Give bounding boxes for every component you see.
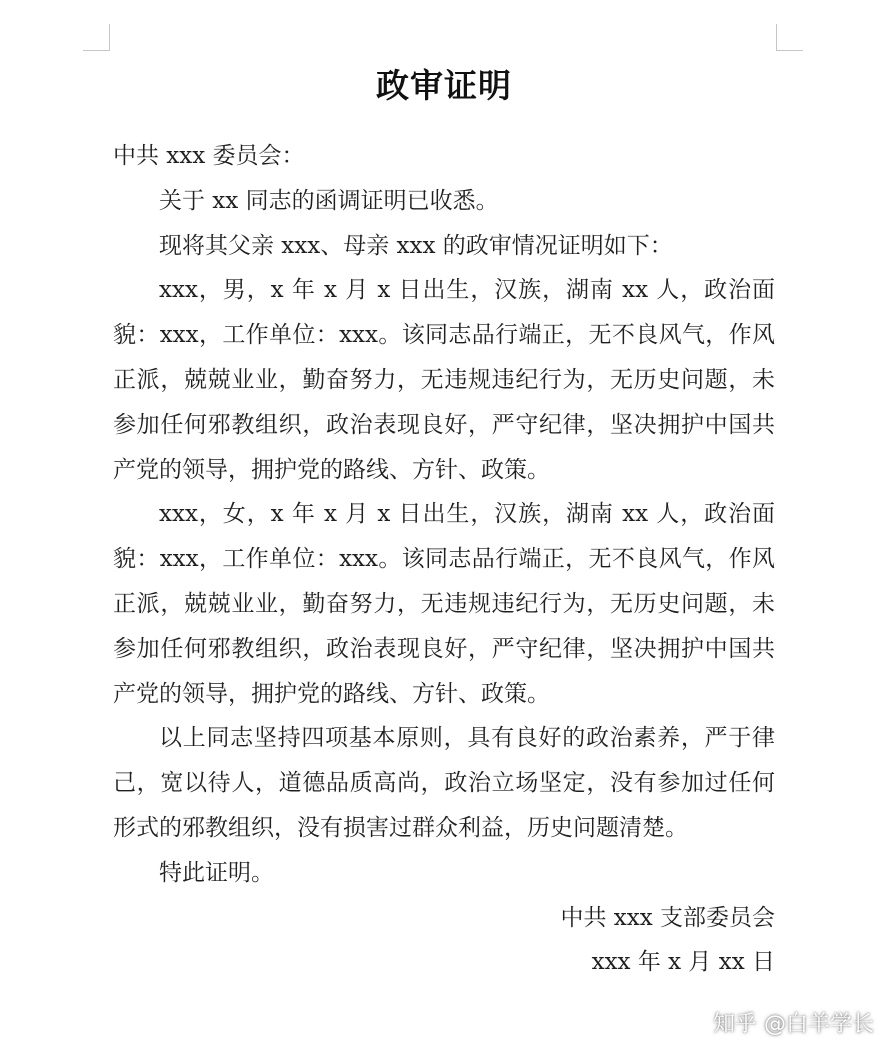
paragraph-father: xxx，男，x 年 x 月 x 日出生，汉族，湖南 xx 人，政治面貌：xxx，工作单位：xxx。该同志品行端正，无不良风气，作风正派，兢兢业业，勤奋努力，无违规违纪行为，无历史问题，未参加任何邪教组织，政治表现良好，严守纪律，坚决拥护中国共产党的领导，拥护党的路线、方针、政策。 bbox=[113, 277, 775, 483]
page-corner-mark-top-left bbox=[83, 24, 110, 51]
document-title: 政审证明 bbox=[376, 66, 512, 105]
paragraph-summary: 以上同志坚持四项基本原则，具有良好的政治素养，严于律己，宽以待人，道德品质高尚，政治立场坚定，没有参加过任何形式的邪教组织，没有损害过群众利益，历史问题清楚。 bbox=[113, 725, 775, 841]
signature-organization: 中共 xxx 支部委员会 bbox=[560, 904, 775, 931]
document-page bbox=[113, 60, 775, 985]
salutation: 中共 xxx 委员会： bbox=[113, 143, 305, 169]
document-body bbox=[113, 134, 775, 985]
paragraph-intro: 现将其父亲 xxx、母亲 xxx 的政审情况证明如下： bbox=[159, 232, 673, 259]
watermark-text: 知乎 @白羊学长 bbox=[713, 1012, 874, 1037]
paragraph-receipt: 关于 xx 同志的函调证明已收悉。 bbox=[159, 187, 499, 214]
paragraph-mother: xxx，女，x 年 x 月 x 日出生，汉族，湖南 xx 人，政治面貌：xxx，工作单位：xxx。该同志品行端正，无不良风气，作风正派，兢兢业业，勤奋努力，无违规违纪行为，无历史问题，未参加任何邪教组织，政治表现良好，严守纪律，坚决拥护中国共产党的领导，拥护党的路线、方针、政策。 bbox=[113, 501, 775, 707]
page-corner-mark-top-right bbox=[776, 24, 803, 51]
signature-date: xxx 年 x 月 xx 日 bbox=[591, 949, 775, 976]
closing-line: 特此证明。 bbox=[159, 859, 274, 886]
